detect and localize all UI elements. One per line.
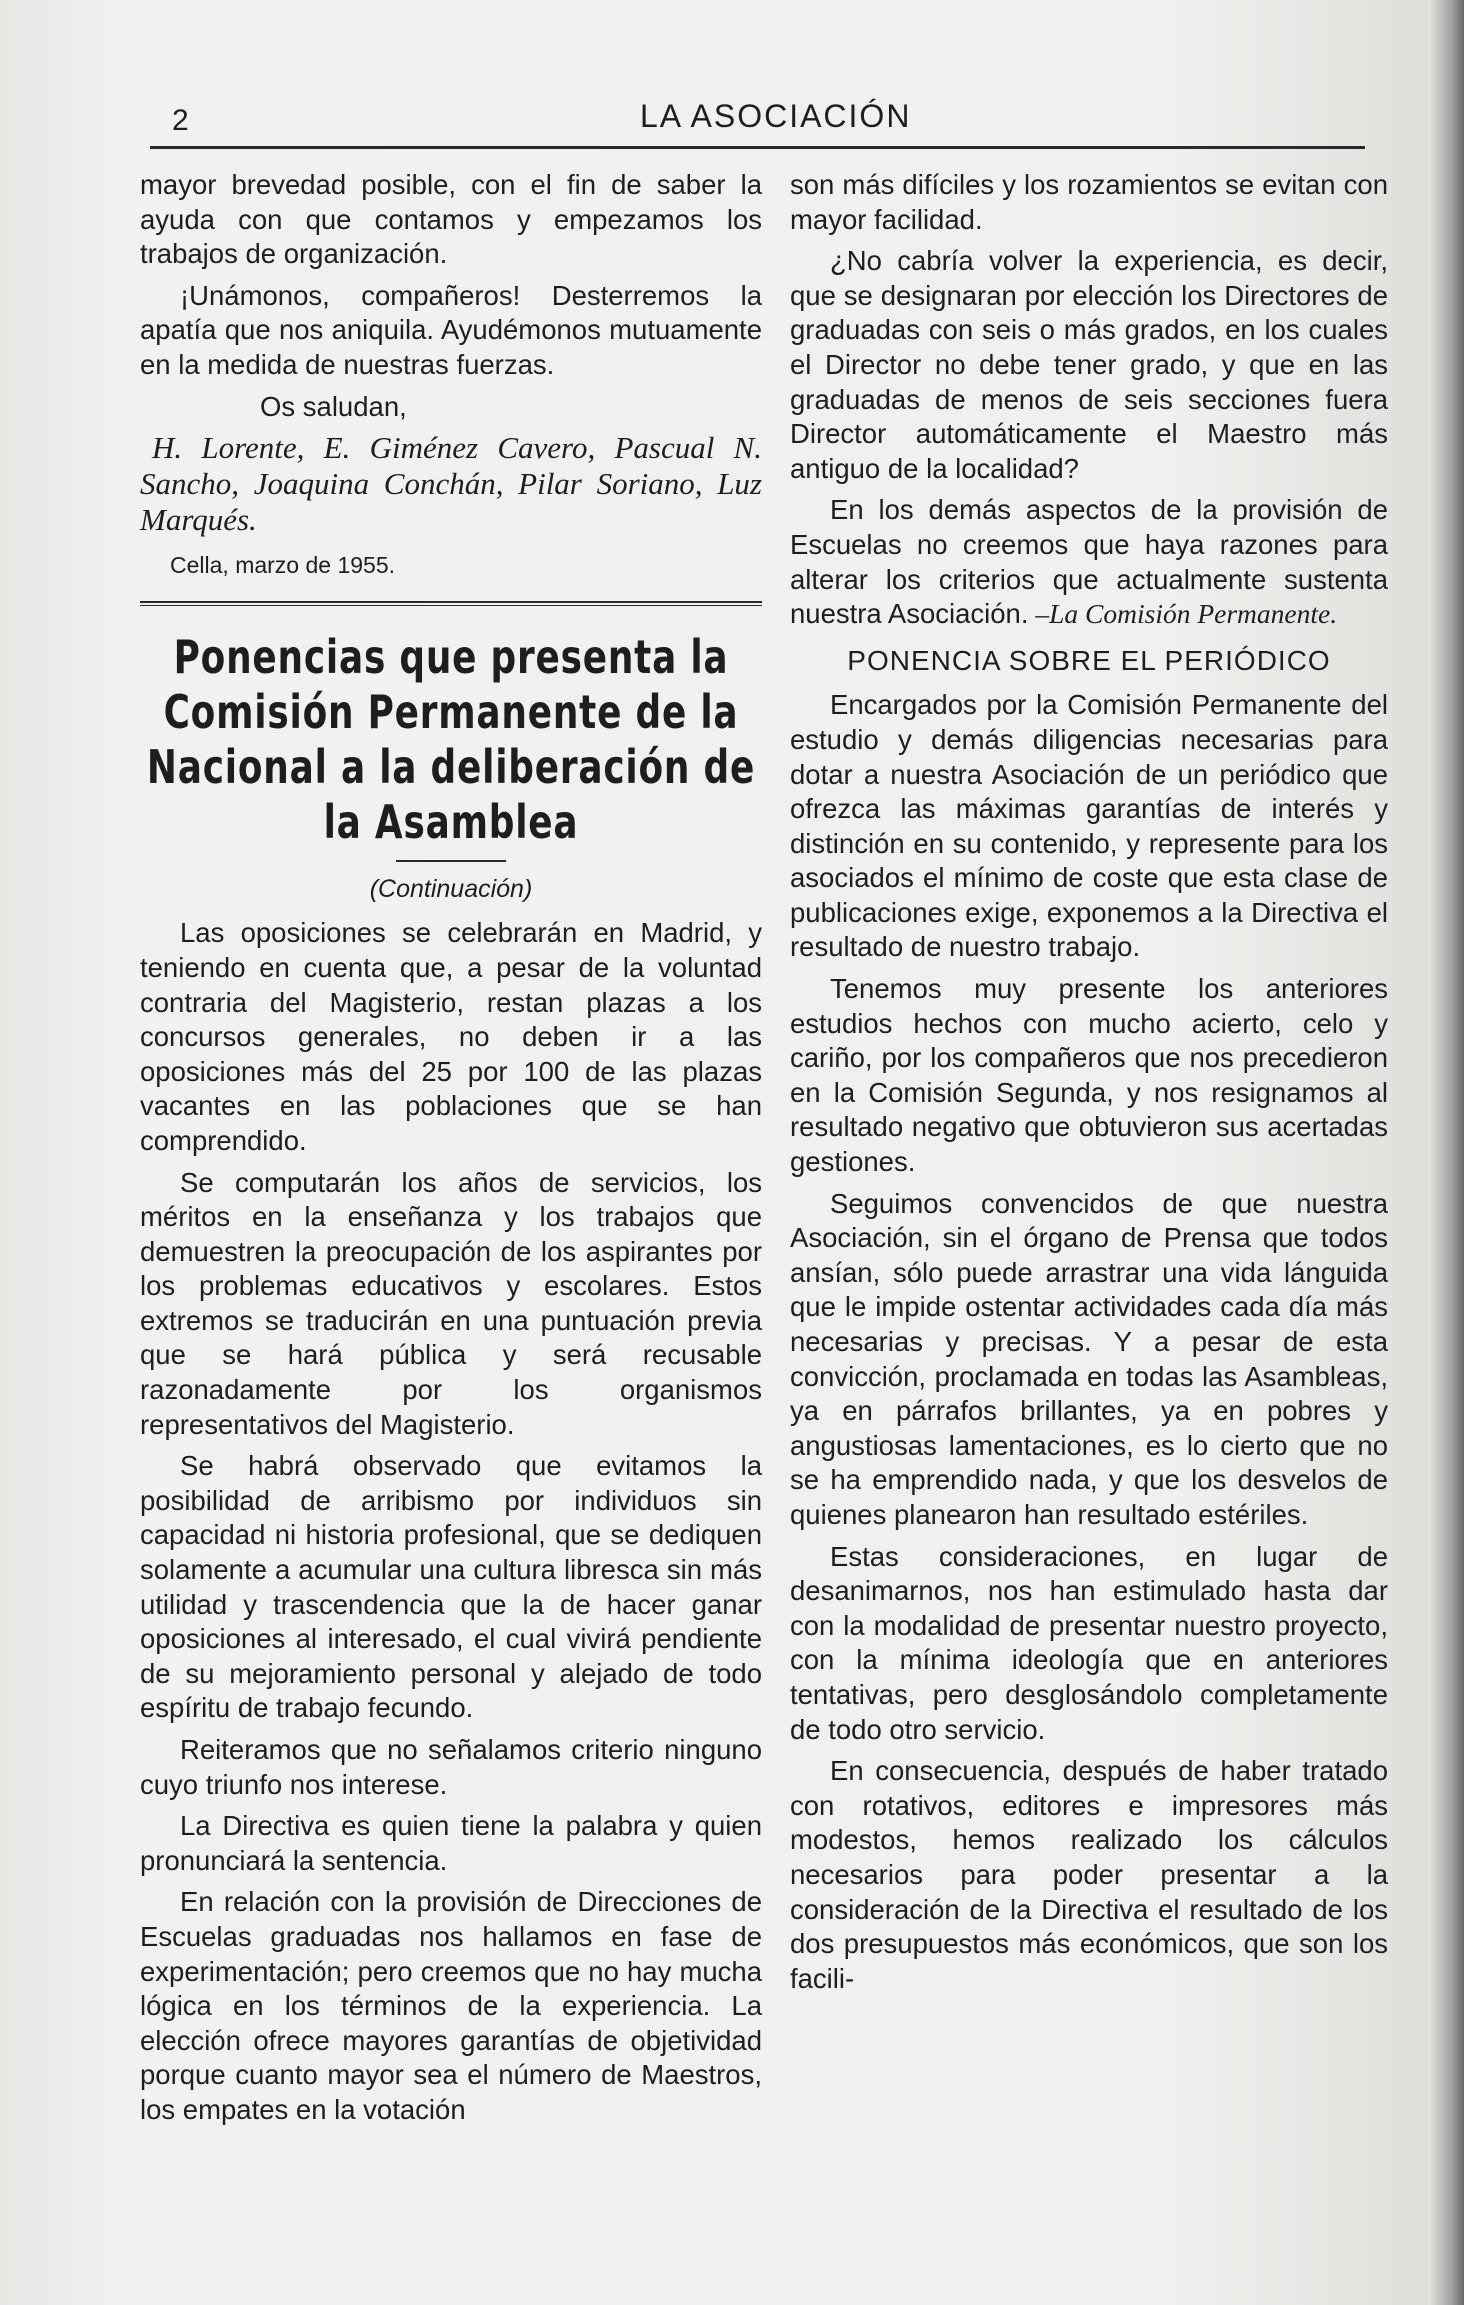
- continuation-note: (Continuación): [369, 874, 533, 903]
- page-number: 2: [172, 104, 189, 137]
- commission-signature: –La Comisión Permanente.: [1028, 598, 1338, 630]
- body-paragraph: Se computarán los años de servicios, los méritos en la enseñanza y los trabajos que demuestren la preocupación de los aspirantes por los problemas educativos y escolares. Estos extremos se traducirán en una puntuación previa que se hará pública y será recusable razonadamente por los organismos representativos del Magisterio.: [140, 1166, 762, 1440]
- letter-paragraph: ¡Unámonos, compañeros! Desterremos la apatía que nos aniquila. Ayudémonos mutuamente en la medida de nuestras fuerzas.: [140, 279, 762, 380]
- body-paragraph: Se habrá observado que evitamos la posibilidad de arribismo por individuos sin capacidad ni historia profesional, que se dediquen solamente a acumular una cultura libresca sin más utilidad y trascendencia que la de hacer ganar oposiciones al interesado, el cual vivirá pendiente de su mejoramiento personal y alejado de todo espíritu de trabajo fecundo.: [140, 1450, 762, 1724]
- body-paragraph: ¿No cabría volver la experiencia, es decir, que se designaran por elección los Directores de graduadas con seis o más grados, en los cuales el Director no debe tener grado, y que en las graduadas de menos de seis secciones fuera Director automáticamente el Maestro más antiguo de la localidad?: [790, 245, 1388, 484]
- body-paragraph: son más difíciles y los rozamientos se evitan con mayor facilidad.: [790, 169, 1388, 235]
- body-paragraph: En consecuencia, después de haber tratado con rotativos, editores e impresores más modestos, hemos realizado los cálculos necesarios para poder presentar a la consideración de la Directiva el resultado de los dos presupuestos más económicos, que son los facili-: [790, 1755, 1388, 1994]
- section-subhead: PONENCIA SOBRE EL PERIÓDICO: [847, 644, 1331, 676]
- closing-paragraph: [790, 493, 1388, 631]
- section-divider: [140, 601, 762, 606]
- body-paragraph: Reiteramos que no señalamos criterio ninguno cuyo triunfo nos interese.: [140, 1734, 762, 1800]
- dateline: Cella, marzo de 1955.: [170, 552, 396, 579]
- header-rule: [150, 146, 1365, 149]
- body-paragraph: Encargados por la Comisión Permanente del estudio y demás diligencias necesarias para dotar a nuestra Asociación de un periódico que ofrezca las máximas garantías de interés y distinción en su contenido, y represente para los asociados el mínimo de coste que esta clase de publicaciones exige, exponemos a la Directiva el resultado de nuestro trabajo.: [790, 689, 1388, 963]
- greeting: Os saludan,: [260, 390, 407, 422]
- body-paragraph: Las oposiciones se celebrarán en Madrid, y teniendo en cuenta que, a pesar de la voluntad contraria del Magisterio, restan plazas a los concursos generales, no deben ir a las oposiciones más del 25 por 100 de las plazas vacantes en las poblaciones que se han comprendido.: [140, 917, 762, 1156]
- running-title: LA ASOCIACIÓN: [640, 98, 912, 134]
- left-column: [140, 168, 762, 2135]
- body-paragraph: La Directiva es quien tiene la palabra y quien pronunciará la sentencia.: [140, 1810, 762, 1876]
- right-column: [790, 168, 1388, 2003]
- letter-paragraph: mayor brevedad posible, con el fin de saber la ayuda con que contamos y empezamos los trabajos de organización.: [140, 169, 762, 270]
- body-paragraph: En relación con la provisión de Direcciones de Escuelas graduadas nos hallamos en fase de experimentación; pero creemos que no hay mucha lógica en los términos de la experiencia. La elección ofrece mayores garantías de objetividad porque cuanto mayor sea el número de Maestros, los empates en la votación: [140, 1886, 762, 2125]
- body-paragraph: Estas consideraciones, en lugar de desanimarnos, nos han estimulado hasta dar con la modalidad de presentar nuestro proyecto, con la mínima ideología que en anteriores tentativas, pero desglosándolo completamente de todo otro servicio.: [790, 1540, 1388, 1745]
- body-paragraph: Tenemos muy presente los anteriores estudios hechos con mucho acierto, celo y cariño, por los compañeros que nos precedieron en la Comisión Segunda, y nos resignamos al resultado negativo que obtuvieron sus acertadas gestiones.: [790, 973, 1388, 1178]
- article-headline: Ponencias que presenta la Comisión Permanente de la Nacional a la deliberación de la Asamblea: [146, 629, 756, 849]
- body-paragraph: Seguimos convencidos de que nuestra Asociación, sin el órgano de Prensa que todos ansían, sólo puede arrastrar una vida lánguida que le impide ostentar actividades cada día más necesarias y precisas. Y a pesar de esta convicción, proclamada en todas las Asambleas, ya en párrafos brillantes, ya en pobres y angustiosas lamentaciones, es lo cierto que no se ha emprendido nada, y que los desvelos de quienes planearon han resultado estériles.: [790, 1187, 1388, 1530]
- page-edge-shadow: [1430, 0, 1464, 2305]
- closing-paragraph-text: En los demás aspectos de la provisión de Escuelas no creemos que haya razones para alterar los criterios que actualmente sustenta nuestra Asociación.: [790, 494, 1388, 630]
- signatures: H. Lorente, E. Giménez Cavero, Pascual N. Sancho, Joaquina Conchán, Pilar Soriano, Luz Marqués.: [140, 430, 762, 538]
- page-header: [150, 96, 1365, 146]
- headline-underline: [396, 860, 506, 862]
